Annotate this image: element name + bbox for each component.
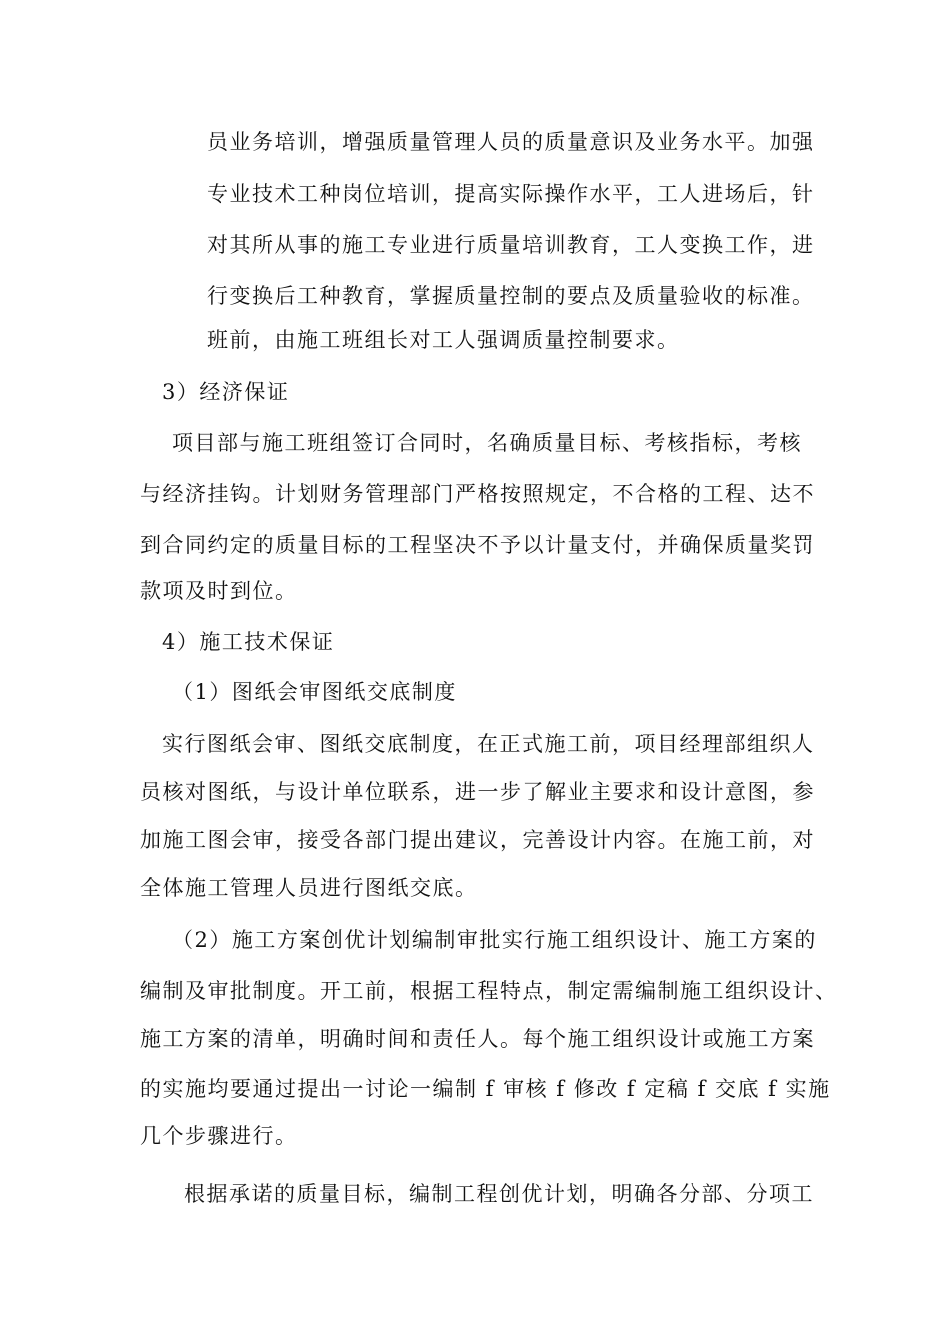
text-line: 对其所从事的施工专业进行质量培训教育，工人变换工作，进 bbox=[207, 233, 815, 257]
text-line: 行变换后工种教育，掌握质量控制的要点及质量验收的标准。 bbox=[207, 284, 815, 308]
text-line: 班前，由施工班组长对工人强调质量控制要求。 bbox=[207, 328, 680, 352]
text-line: 全体施工管理人员进行图纸交底。 bbox=[140, 876, 478, 900]
section-heading: 3）经济保证 bbox=[162, 380, 290, 404]
text-line: 员业务培训，增强质量管理人员的质量意识及业务水平。加强 bbox=[207, 130, 815, 154]
text-line: （2）施工方案创优计划编制审批实行施工组织设计、施工方案的 bbox=[172, 928, 817, 952]
text-line: 的实施均要通过提出一讨论一编制 f 审核 f 修改 f 定稿 f 交底 f 实施 bbox=[140, 1077, 831, 1101]
text-line: 加施工图会审，接受各部门提出建议，完善设计内容。在施工前，对 bbox=[140, 828, 815, 852]
text-line: 到合同约定的质量目标的工程坚决不予以计量支付，并确保质量奖罚 bbox=[140, 533, 815, 557]
text-line: 与经济挂钩。计划财务管理部门严格按照规定，不合格的工程、达不 bbox=[140, 482, 815, 506]
text-line: 编制及审批制度。开工前，根据工程特点，制定需编制施工组织设计、 bbox=[140, 979, 838, 1003]
text-line: 专业技术工种岗位培训，提高实际操作水平，工人进场后，针 bbox=[207, 182, 815, 206]
text-line: 款项及时到位。 bbox=[140, 579, 298, 603]
subsection-heading: （1）图纸会审图纸交底制度 bbox=[172, 680, 457, 704]
text-line: 员核对图纸，与设计单位联系，进一步了解业主要求和设计意图，参 bbox=[140, 780, 815, 804]
text-line: 项目部与施工班组签订合同时，名确质量目标、考核指标，考核 bbox=[172, 431, 802, 455]
text-line: 实行图纸会审、图纸交底制度，在正式施工前，项目经理部组织人 bbox=[162, 732, 815, 756]
text-line: 几个步骤进行。 bbox=[140, 1124, 298, 1148]
section-heading: 4）施工技术保证 bbox=[162, 630, 335, 654]
text-line: 施工方案的清单，明确时间和责任人。每个施工组织设计或施工方案 bbox=[140, 1027, 815, 1051]
text-line: 根据承诺的质量目标，编制工程创优计划，明确各分部、分项工 bbox=[184, 1182, 814, 1206]
